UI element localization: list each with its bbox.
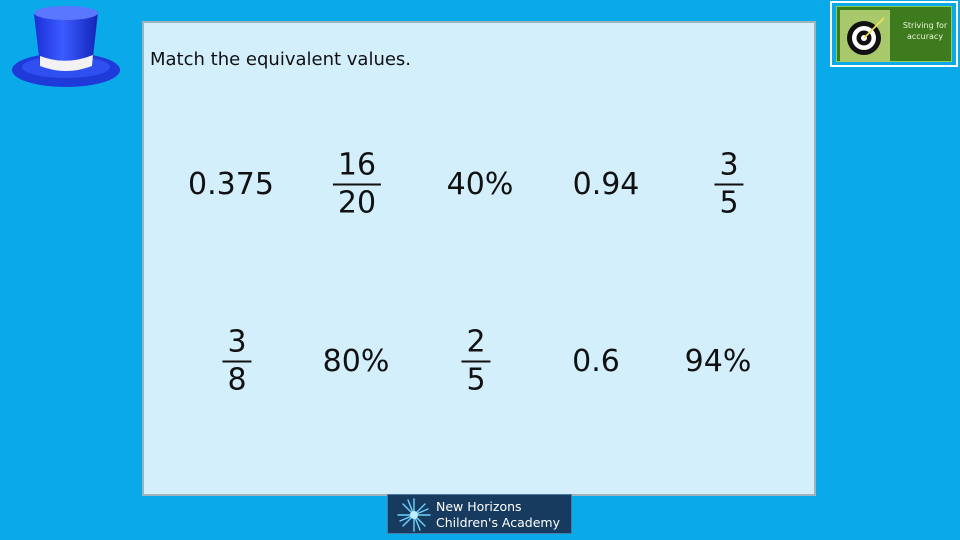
school-logo (387, 494, 572, 534)
numerator: 3 (714, 150, 743, 186)
value-0-94[interactable]: 0.94 (572, 167, 640, 202)
badge-text (895, 21, 955, 43)
value-0-375[interactable]: 0.375 (188, 167, 274, 202)
value-80-percent[interactable]: 80% (322, 344, 390, 379)
numerator: 2 (461, 327, 490, 363)
numerator: 3 (222, 327, 251, 363)
fraction-3-8[interactable] (222, 324, 251, 397)
badge-line-2: accuracy (906, 31, 944, 41)
top-hat-icon (8, 4, 126, 90)
logo-line-1: New Horizons (436, 499, 522, 514)
numerator: 16 (333, 150, 381, 186)
badge-panel (836, 6, 952, 62)
value-0-6[interactable]: 0.6 (572, 344, 620, 379)
fraction-16-20[interactable] (333, 147, 381, 220)
target-icon-box (840, 10, 890, 62)
denominator: 5 (466, 362, 486, 397)
fraction-2-5[interactable] (461, 324, 490, 397)
striving-badge (830, 1, 958, 67)
logo-text (436, 499, 560, 530)
target-icon (840, 10, 890, 62)
denominator: 8 (227, 362, 247, 397)
fraction-3-5[interactable] (714, 147, 743, 220)
value-40-percent[interactable]: 40% (446, 167, 514, 202)
badge-line-1: Striving for (902, 21, 948, 30)
denominator: 20 (337, 185, 377, 220)
logo-line-2: Children's Academy (436, 514, 560, 530)
starburst-icon (394, 496, 434, 534)
value-94-percent[interactable]: 94% (684, 344, 752, 379)
denominator: 5 (719, 185, 739, 220)
instruction-text: Match the equivalent values. (150, 49, 412, 70)
content-card (142, 21, 816, 496)
